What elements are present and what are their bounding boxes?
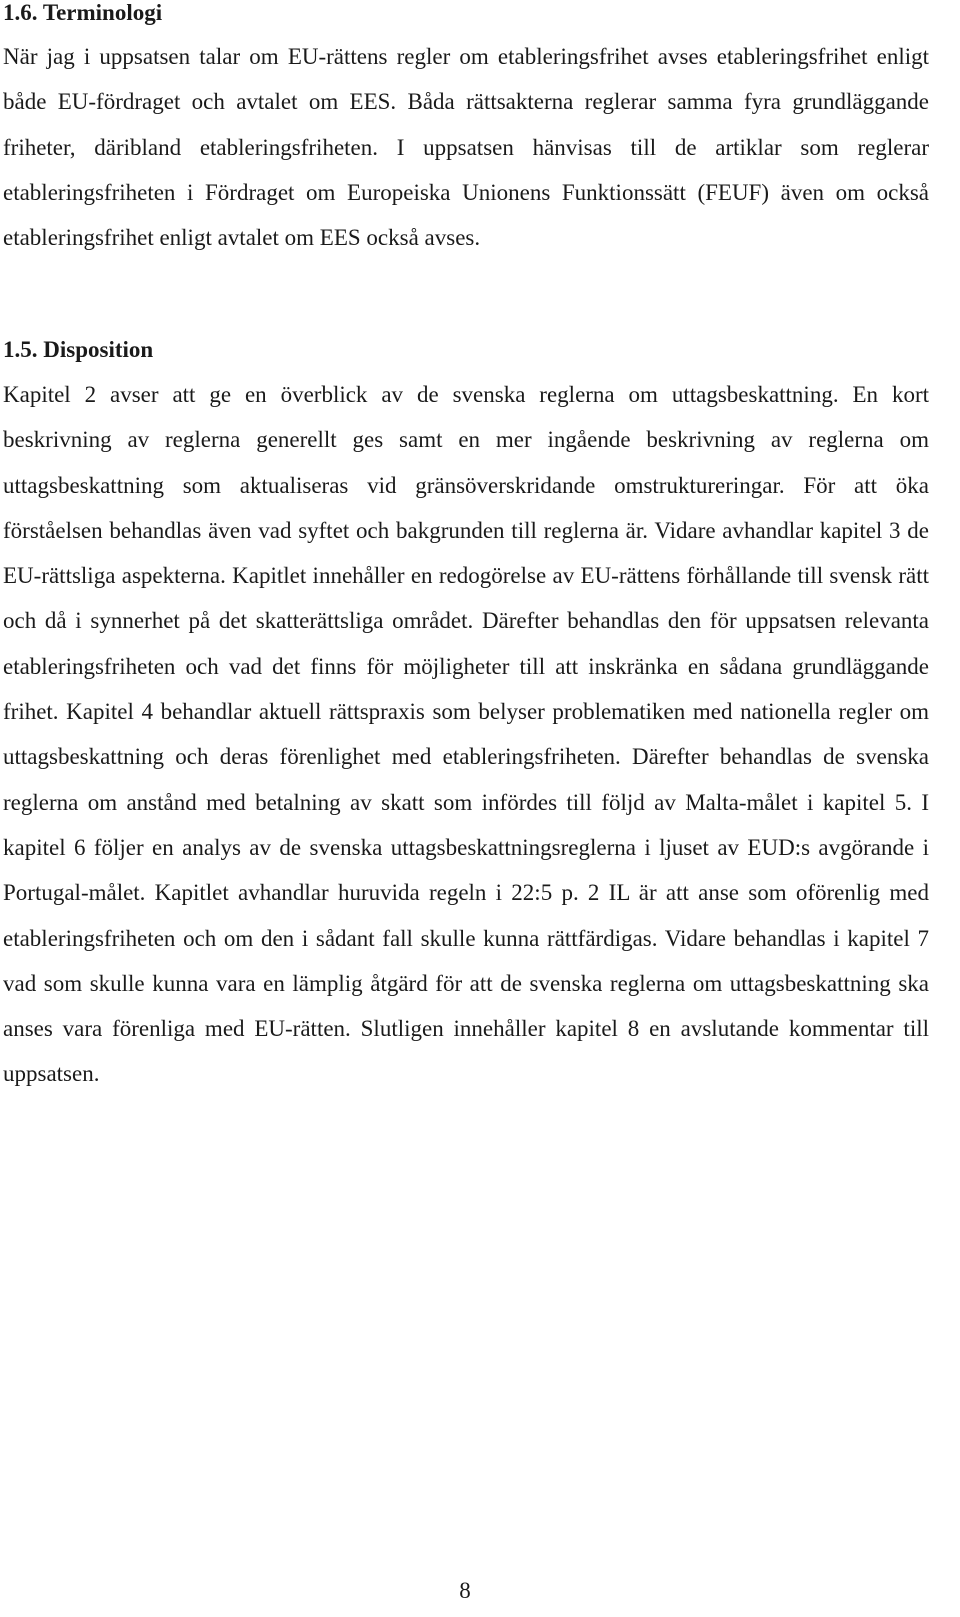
- section-body-terminologi: När jag i uppsatsen talar om EU-rättens regler om etableringsfrihet avses etableringsfrihet enligt både EU-fördraget och avtalet om EES. Båda rättsakterna reglerar samma fyra grundläggande friheter, däribland etableringsfriheten. I uppsatsen hänvisas till de artiklar som reglerar etableringsfriheten i Fördraget om Europeiska Unionens Funktionssätt (FEUF) även om också etableringsfrihet enligt avtalet om EES också avses.: [3, 44, 929, 251]
- section-heading-disposition: 1.5. Disposition: [3, 337, 154, 362]
- section-heading-terminologi: 1.6. Terminologi: [3, 0, 163, 25]
- page-number: 8: [459, 1578, 471, 1603]
- section-body-disposition: Kapitel 2 avser att ge en överblick av de svenska reglerna om uttagsbeskattning. En kort beskrivning av reglerna generellt ges samt en mer ingående beskrivning av reglerna om uttagsbeskattning som aktualiseras vid gränsöverskridande omstruktureringar. För att öka förståelsen behandlas även vad syftet och bakgrunden till reglerna är. Vidare avhandlar kapitel 3 de EU-rättsliga aspekterna. Kapitlet innehåller en redogörelse av EU-rättens förhållande till svensk rätt och då i synnerhet på det skatterättsliga området. Därefter behandlas den för uppsatsen relevanta etableringsfriheten och vad det finns för möjligheter till att inskränka en sådana grundläggande frihet. Kapitel 4 behandlar aktuell rättspraxis som belyser problematiken med nationella regler om uttagsbeskattning och deras förenlighet med etableringsfriheten. Därefter behandlas de svenska reglerna om anstånd med betalning av skatt som infördes till följd av Malta-målet i kapitel 5. I kapitel 6 följer en analys av de svenska uttagsbeskattningsreglerna i ljuset av EUD:s avgörande i Portugal-målet. Kapitlet avhandlar huruvida regeln i 22:5 p. 2 IL är att anse som oförenlig med etableringsfriheten och om den i sådant fall skulle kunna rättfärdigas. Vidare behandlas i kapitel 7 vad som skulle kunna vara en lämplig åtgärd för att de svenska reglerna om uttagsbeskattning ska anses vara förenliga med EU-rätten. Slutligen innehåller kapitel 8 en avslutande kommentar till uppsatsen.: [3, 382, 929, 1087]
